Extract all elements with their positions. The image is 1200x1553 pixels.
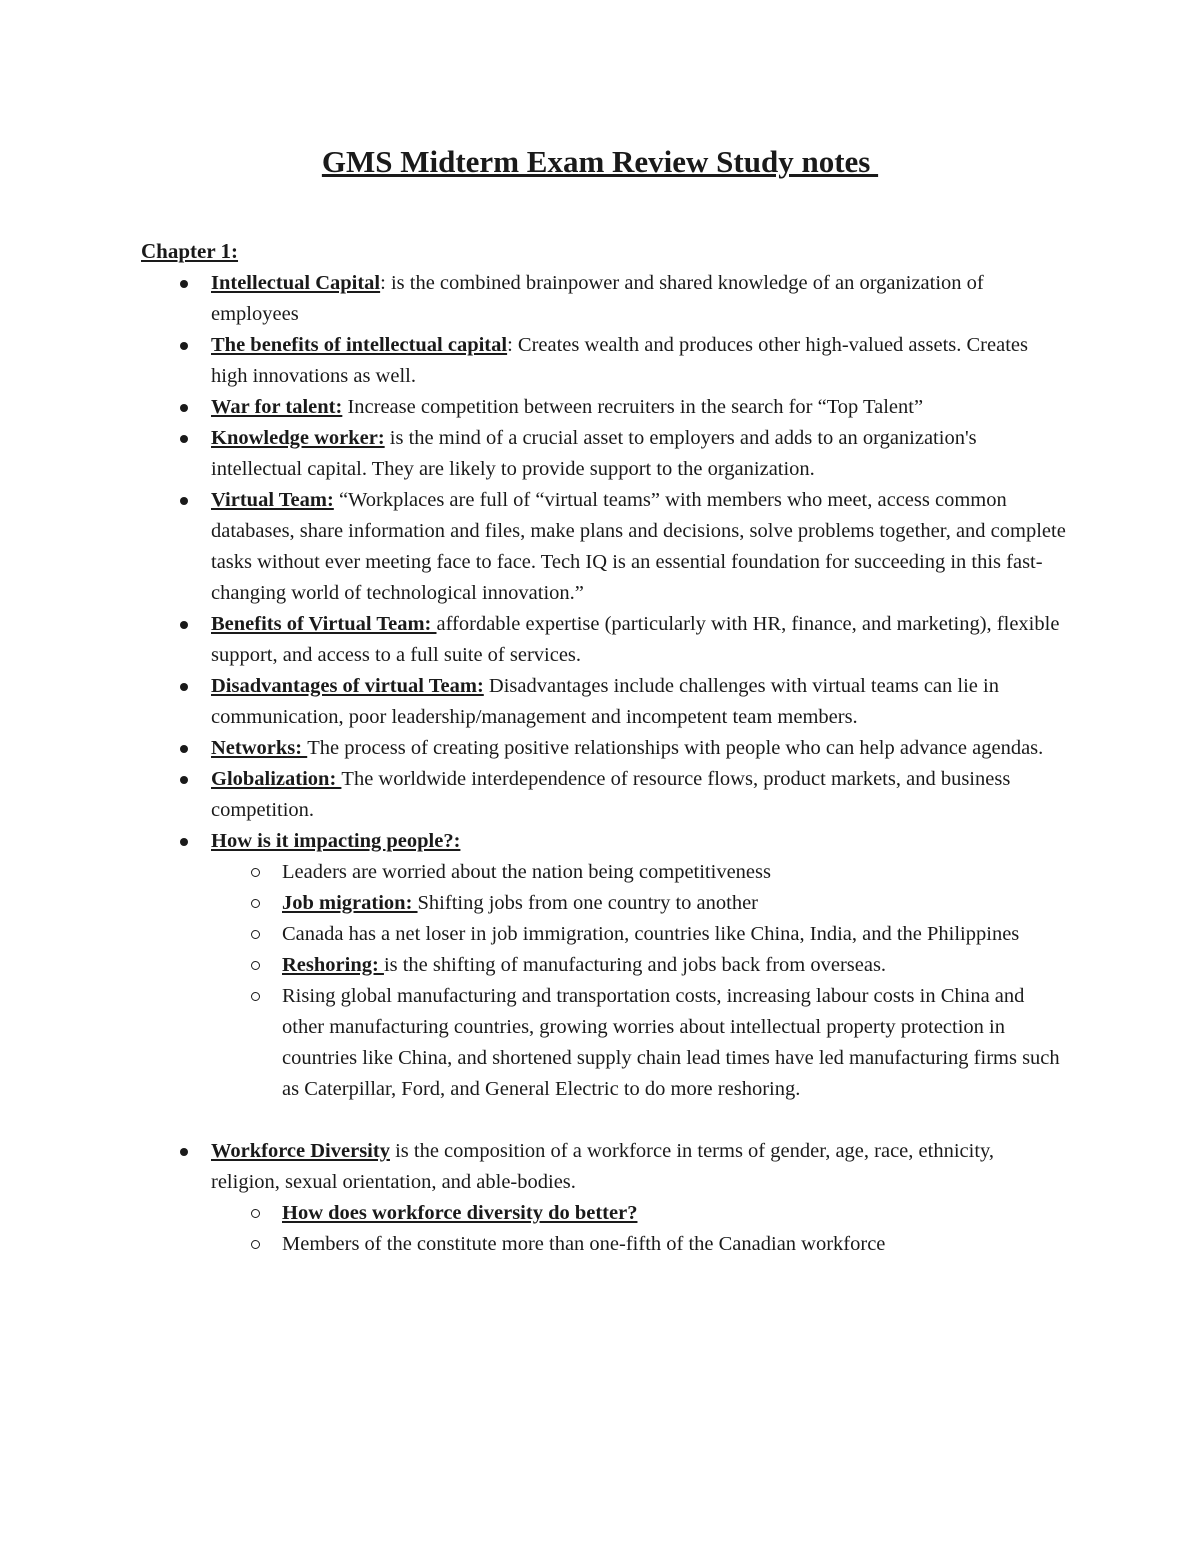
sub-list-item — [211, 950, 1066, 981]
item-term: Globalization: — [211, 768, 342, 790]
bullet-icon — [180, 280, 188, 288]
item-text: is the composition of a workforce in terms of gender, age, race, ethnicity, religion, sexual orientation, and able-bodies. — [211, 1140, 995, 1193]
bullet-icon — [180, 404, 188, 412]
chapter-heading: Chapter 1: — [141, 239, 239, 263]
hollow-bullet-icon — [251, 868, 260, 877]
sub-item-text: Rising global manufacturing and transportation costs, increasing labour costs in China and other manufacturing countries, growing worries about intellectual property protection in countries like China, and shortened supply chain lead times have led manufacturing firms such as Caterpillar, Ford, and General Electric to do more reshoring. — [282, 985, 1060, 1100]
item-term: The benefits of intellectual capital — [211, 334, 508, 356]
item-term: War for talent: — [211, 396, 343, 418]
sub-list-item — [211, 1229, 1066, 1260]
sub-item-text: Members of the constitute more than one-fifth of the Canadian workforce — [282, 1233, 886, 1255]
hollow-bullet-icon — [251, 992, 260, 1001]
item-text: affordable expertise (particularly with HR, finance, and marketing), flexible support, and access to a full suite of services. — [211, 613, 1060, 666]
item-text: Disadvantages include challenges with virtual teams can lie in communication, poor leadership/management and incompetent team members. — [211, 675, 999, 728]
bullet-icon — [180, 776, 188, 784]
list-item — [141, 423, 1066, 485]
item-text: is the mind of a crucial asset to employers and adds to an organization's intellectual capital. They are likely to provide support to the organization. — [211, 427, 977, 480]
bullet-icon — [180, 745, 188, 753]
sub-item-term: Job migration: — [282, 892, 418, 914]
list-item — [141, 268, 1066, 330]
item-term: Benefits of Virtual Team: — [211, 613, 437, 635]
item-term: Disadvantages of virtual Team: — [211, 675, 484, 697]
page-title: GMS Midterm Exam Review Study notes — [321, 144, 879, 179]
list-item — [141, 330, 1066, 392]
item-term: Intellectual Capital — [211, 272, 381, 294]
item-text: : Creates wealth and produces other high-valued assets. Creates high innovations as well. — [211, 334, 1028, 387]
hollow-bullet-icon — [251, 930, 260, 939]
notes-body — [141, 234, 1066, 1260]
sub-item-text: is the shifting of manufacturing and jobs back from overseas. — [383, 954, 887, 976]
bullet-icon — [180, 683, 188, 691]
sub-list-item — [211, 919, 1066, 950]
bullet-icon — [180, 435, 188, 443]
hollow-bullet-icon — [251, 1209, 260, 1218]
list-item — [141, 392, 1066, 423]
hollow-bullet-icon — [251, 961, 260, 970]
diversity-list — [141, 1136, 1066, 1260]
bullet-icon — [180, 838, 188, 846]
sub-item-text: Shifting jobs from one country to another — [417, 892, 759, 914]
sub-item-term: Reshoring: — [282, 954, 384, 976]
item-term: Workforce Diversity — [211, 1140, 390, 1162]
item-term: Networks: — [211, 737, 308, 759]
hollow-bullet-icon — [251, 899, 260, 908]
item-text: The process of creating positive relationships with people who can help advance agendas. — [307, 737, 1044, 759]
item-text: The worldwide interdependence of resource flows, product markets, and business competition. — [211, 768, 1011, 821]
chapter-1-list — [141, 268, 1066, 1105]
list-item — [141, 764, 1066, 826]
diversity-sublist — [211, 1198, 1066, 1260]
impact-sublist — [211, 857, 1066, 1105]
list-item — [141, 826, 1066, 1105]
bullet-icon — [180, 342, 188, 350]
list-item — [141, 609, 1066, 671]
list-item — [141, 485, 1066, 609]
bullet-icon — [180, 497, 188, 505]
item-text: “Workplaces are full of “virtual teams” with members who meet, access common databases, share information and files, make plans and decisions, solve problems together, and complete tasks without ever meeting face to face. Tech IQ is an essential foundation for succeeding in this fast-changing world of technological innovation.” — [211, 489, 1066, 604]
list-item — [141, 671, 1066, 733]
sub-list-item — [211, 1198, 1066, 1229]
list-item — [141, 1136, 1066, 1260]
item-term: Virtual Team: — [211, 489, 334, 511]
bullet-icon — [180, 1148, 188, 1156]
sub-item-term: How does workforce diversity do better? — [282, 1202, 638, 1224]
bullet-icon — [180, 621, 188, 629]
sub-list-item — [211, 981, 1066, 1105]
hollow-bullet-icon — [251, 1240, 260, 1249]
item-text: Increase competition between recruiters in the search for “Top Talent” — [342, 396, 924, 418]
list-item — [141, 733, 1066, 764]
item-term: Knowledge worker: — [211, 427, 385, 449]
sub-list-item — [211, 888, 1066, 919]
sub-item-text: Leaders are worried about the nation being competitiveness — [282, 861, 771, 883]
sub-item-text: Canada has a net loser in job immigration, countries like China, India, and the Philippines — [282, 923, 1020, 945]
blank-line — [141, 1105, 1066, 1136]
sub-list-item — [211, 857, 1066, 888]
item-text: : is the combined brainpower and shared knowledge of an organization of employees — [211, 272, 984, 325]
item-term: How is it impacting people?: — [211, 830, 461, 852]
